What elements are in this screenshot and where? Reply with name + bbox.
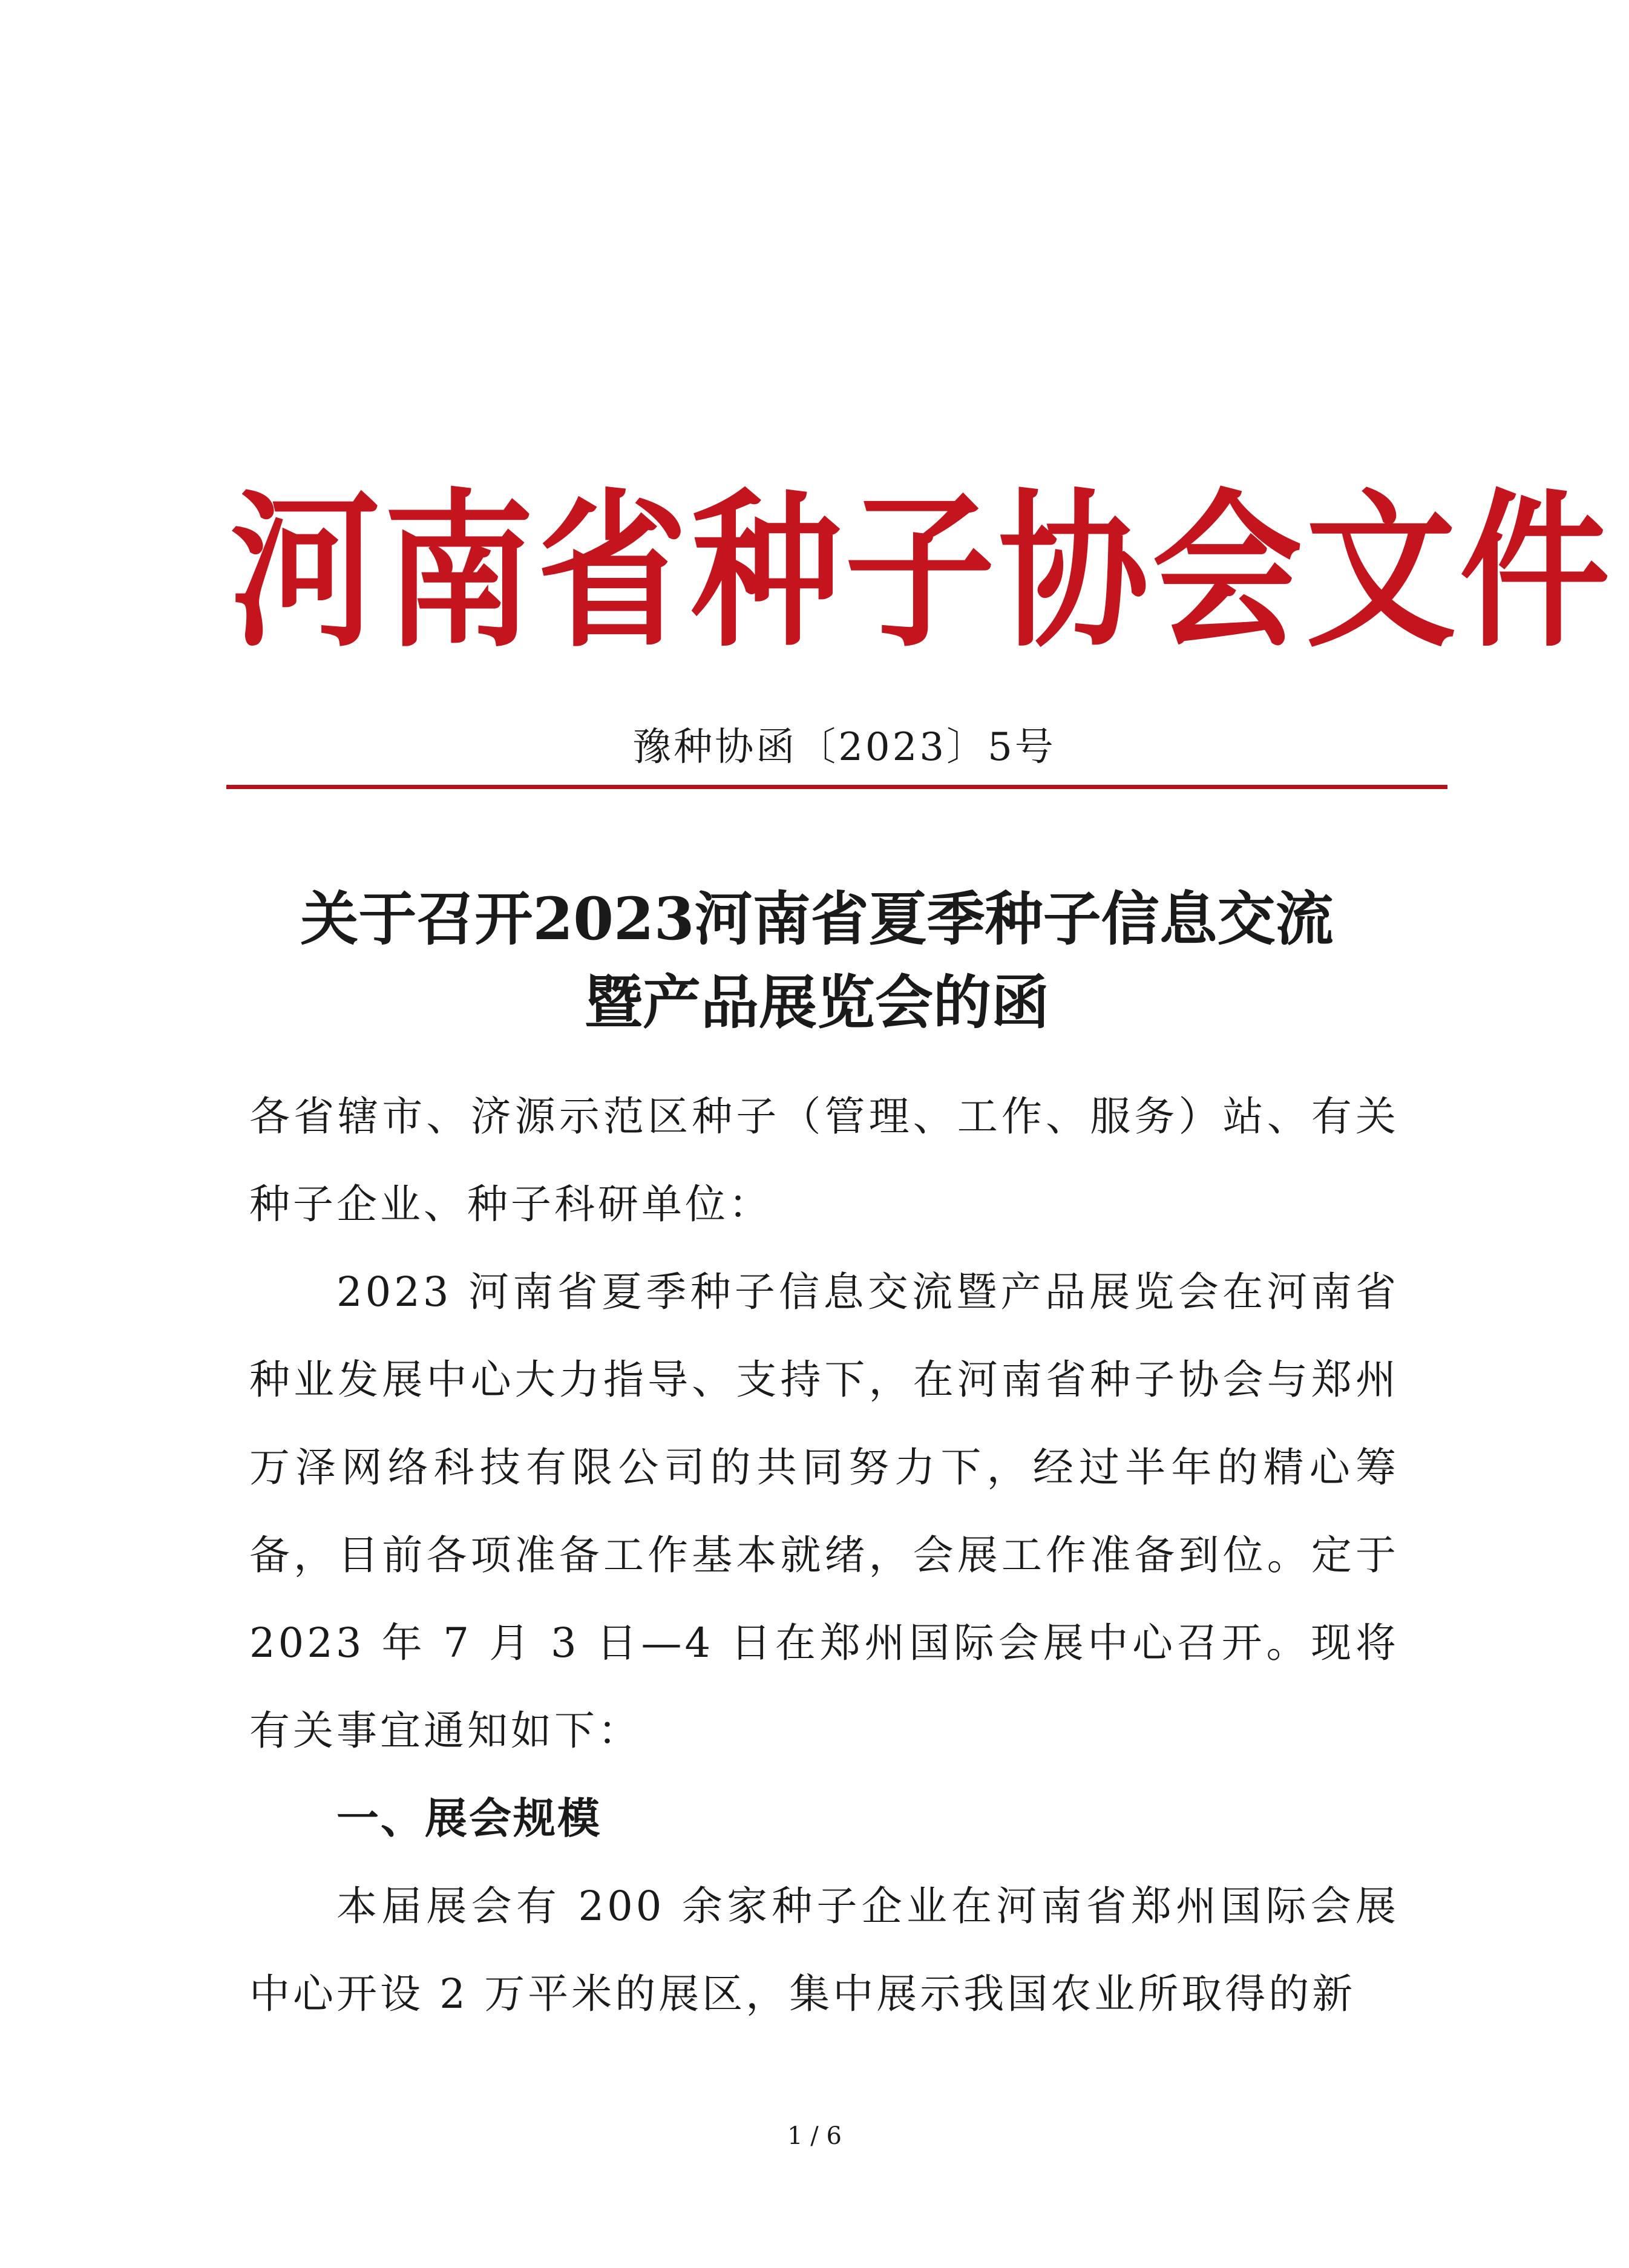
letter-title-line-1: 关于召开2023河南省夏季种子信息交流 <box>300 885 1334 953</box>
document-number: 豫种协函〔2023〕5号 <box>632 725 1056 770</box>
letter-title <box>230 877 1404 1044</box>
letter-title-line-2: 暨产品展览会的函 <box>585 968 1049 1037</box>
section-heading-exhibition-scale: 一、展会规模 <box>336 1794 601 1843</box>
paragraph-intro: 2023 河南省夏季种子信息交流暨产品展览会在河南省种业发展中心大力指导、支持下，在河南省种子协会与郑州万泽网络科技有限公司的共同努力下，经过半年的精心筹备，目前各项准备工作基本就绪，会展工作准备到位。定于 2023 年 7 月 3 日—4 日在郑州国际会展中心召开。现将有关事宜通知如下： <box>249 1268 1399 1754</box>
paragraph-exhibition-scale: 本届展会有 200 余家种子企业在河南省郑州国际会展中心开设 2 万平米的展区，集中展示我国农业所取得的新 <box>249 1883 1399 2017</box>
header-red-rule <box>226 785 1447 789</box>
page-number: 1 / 6 <box>787 2122 842 2150</box>
org-header-title: 河南省种子协会文件 <box>230 473 1613 670</box>
salutation: 各省辖市、济源示范区种子（管理、工作、服务）站、有关种子企业、种子科研单位： <box>249 1093 1399 1228</box>
